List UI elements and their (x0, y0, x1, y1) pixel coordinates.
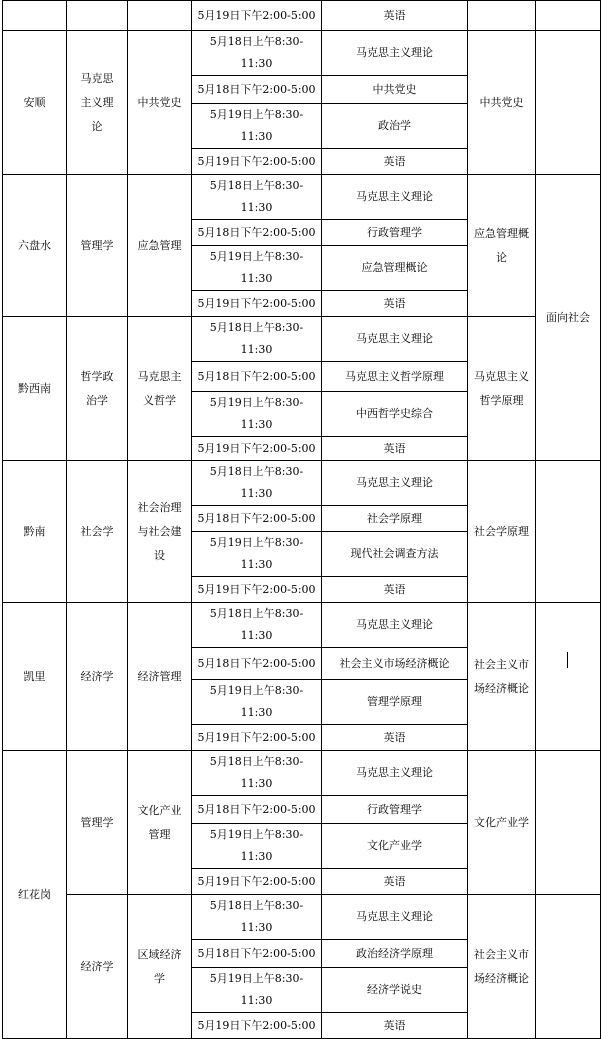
exam-subject-cell: 马克思主义理论 (322, 895, 468, 940)
exam-subject-cell: 中共党史 (322, 76, 468, 104)
exam-time-cell: 5月18日上午8:30-11:30 (192, 895, 322, 940)
exam-time-cell: 5月18日上午8:30-11:30 (192, 317, 322, 362)
exam-time-cell: 5月18日下午2:00-5:00 (192, 76, 322, 104)
discipline-cell (67, 31, 128, 175)
city-cell: 红花岗 (3, 751, 67, 1039)
exam-subject-cell: 马克思主义理论 (322, 751, 468, 796)
city-cell: 六盘水 (3, 175, 67, 317)
exam-subject-cell: 行政管理学 (322, 220, 468, 246)
major-cell (128, 895, 192, 1039)
course-cell (468, 603, 536, 751)
exam-time-cell: 5月18日下午2:00-5:00 (192, 506, 322, 532)
major-cell (128, 1, 192, 31)
exam-time-cell: 5月19日上午8:30-11:30 (192, 392, 322, 437)
exam-time-cell: 5月18日上午8:30-11:30 (192, 461, 322, 506)
course-text: 社会学原理 (474, 524, 529, 538)
exam-subject-cell: 马克思主义理论 (322, 31, 468, 76)
exam-time-cell: 5月18日下午2:00-5:00 (192, 648, 322, 680)
course-cell (468, 1, 536, 31)
discipline-cell (67, 751, 128, 895)
table-body (3, 1, 601, 1039)
major-cell (128, 603, 192, 751)
exam-subject-cell: 社会学原理 (322, 506, 468, 532)
discipline-cell (67, 1, 128, 31)
note-cell (536, 603, 601, 751)
exam-subject-cell: 马克思主义理论 (322, 603, 468, 648)
table-row (3, 317, 601, 362)
discipline-cell (67, 461, 128, 603)
exam-time-cell: 5月19日上午8:30-11:30 (192, 680, 322, 725)
major-cell (128, 317, 192, 461)
exam-time-cell: 5月19日上午8:30-11:30 (192, 246, 322, 291)
exam-time-cell: 5月18日下午2:00-5:00 (192, 796, 322, 824)
exam-subject-cell: 英语 (322, 149, 468, 175)
major-text: 文化产业管理 (137, 803, 182, 841)
exam-subject-cell: 英语 (322, 577, 468, 603)
course-cell (468, 895, 536, 1039)
exam-time-cell: 5月19日上午8:30-11:30 (192, 104, 322, 149)
major-cell (128, 751, 192, 895)
table-row (3, 31, 601, 76)
exam-subject-cell: 管理学原理 (322, 680, 468, 725)
course-text: 社会主义市场经济概论 (474, 657, 529, 695)
note-cell (536, 31, 601, 175)
major-text: 社会治理与社会建设 (137, 500, 182, 562)
discipline-text: 管理学 (80, 238, 114, 252)
exam-time-cell: 5月19日上午8:30-11:30 (192, 824, 322, 869)
discipline-cell (67, 603, 128, 751)
course-text: 应急管理概论 (474, 226, 529, 264)
discipline-cell (67, 175, 128, 317)
exam-subject-cell: 文化产业学 (322, 824, 468, 869)
course-cell (468, 751, 536, 895)
city-cell (3, 1, 67, 31)
exam-subject-cell: 马克思主义理论 (322, 317, 468, 362)
exam-subject-cell: 英语 (322, 869, 468, 895)
exam-time-cell: 5月19日下午2:00-5:00 (192, 149, 322, 175)
exam-time-cell: 5月19日下午2:00-5:00 (192, 291, 322, 317)
course-cell (468, 175, 536, 317)
exam-time-cell: 5月19日下午2:00-5:00 (192, 1, 322, 31)
discipline-cell (67, 895, 128, 1039)
table-row (3, 175, 601, 220)
discipline-cell (67, 317, 128, 461)
exam-subject-cell: 应急管理概论 (322, 246, 468, 291)
exam-time-cell: 5月18日上午8:30-11:30 (192, 31, 322, 76)
exam-subject-cell: 马克思主义理论 (322, 461, 468, 506)
exam-subject-cell: 英语 (322, 437, 468, 461)
exam-time-cell: 5月19日下午2:00-5:00 (192, 869, 322, 895)
major-text: 中共党史 (137, 95, 182, 109)
course-text: 马克思主义哲学原理 (474, 369, 529, 407)
city-cell: 凯里 (3, 603, 67, 751)
course-text: 文化产业学 (474, 815, 529, 829)
city-cell: 黔西南 (3, 317, 67, 461)
exam-subject-cell: 马克思主义理论 (322, 175, 468, 220)
discipline-text: 经济学 (80, 669, 114, 683)
table-row (3, 603, 601, 648)
text-cursor (567, 652, 568, 668)
major-text: 应急管理 (137, 238, 182, 252)
major-text: 区域经济学 (137, 947, 182, 985)
major-text: 马克思主义哲学 (137, 369, 182, 407)
exam-subject-cell: 英语 (322, 725, 468, 751)
note-cell (536, 751, 601, 895)
note-cell: 面向社会 (536, 175, 601, 461)
exam-subject-cell: 马克思主义哲学原理 (322, 362, 468, 392)
note-cell (536, 895, 601, 1039)
table-row (3, 1, 601, 31)
course-text: 中共党史 (479, 95, 524, 109)
discipline-text: 经济学 (80, 959, 114, 973)
exam-subject-cell: 现代社会调查方法 (322, 532, 468, 577)
exam-time-cell: 5月18日上午8:30-11:30 (192, 603, 322, 648)
exam-time-cell: 5月19日上午8:30-11:30 (192, 968, 322, 1013)
major-cell (128, 461, 192, 603)
city-cell: 安顺 (3, 31, 67, 175)
exam-time-cell: 5月18日上午8:30-11:30 (192, 751, 322, 796)
exam-subject-cell: 政治学 (322, 104, 468, 149)
exam-time-cell: 5月19日下午2:00-5:00 (192, 725, 322, 751)
exam-schedule-table (2, 0, 601, 1039)
course-cell (468, 31, 536, 175)
discipline-text: 马克思主义理论 (80, 71, 114, 133)
course-cell (468, 317, 536, 461)
exam-subject-cell: 经济学说史 (322, 968, 468, 1013)
note-cell (536, 1, 601, 31)
exam-time-cell: 5月19日下午2:00-5:00 (192, 577, 322, 603)
table-row (3, 895, 601, 940)
exam-time-cell: 5月19日下午2:00-5:00 (192, 1013, 322, 1039)
major-text: 经济管理 (137, 669, 182, 683)
exam-time-cell: 5月18日下午2:00-5:00 (192, 362, 322, 392)
course-cell (468, 461, 536, 603)
course-text: 社会主义市场经济概论 (474, 947, 529, 985)
table-row (3, 751, 601, 796)
exam-time-cell: 5月18日上午8:30-11:30 (192, 175, 322, 220)
major-cell (128, 175, 192, 317)
exam-subject-cell: 行政管理学 (322, 796, 468, 824)
discipline-text: 哲学政治学 (80, 369, 114, 407)
discipline-text: 社会学 (80, 524, 114, 538)
table-row (3, 461, 601, 506)
exam-subject-cell: 中西哲学史综合 (322, 392, 468, 437)
exam-time-cell: 5月18日下午2:00-5:00 (192, 220, 322, 246)
city-cell: 黔南 (3, 461, 67, 603)
exam-subject-cell: 英语 (322, 1013, 468, 1039)
exam-subject-cell: 英语 (322, 291, 468, 317)
major-cell (128, 31, 192, 175)
discipline-text: 管理学 (80, 815, 114, 829)
note-cell (536, 461, 601, 603)
exam-time-cell: 5月19日上午8:30-11:30 (192, 532, 322, 577)
exam-subject-cell: 社会主义市场经济概论 (322, 648, 468, 680)
exam-subject-cell: 英语 (322, 1, 468, 31)
exam-subject-cell: 政治经济学原理 (322, 940, 468, 968)
exam-time-cell: 5月19日下午2:00-5:00 (192, 437, 322, 461)
exam-time-cell: 5月18日下午2:00-5:00 (192, 940, 322, 968)
